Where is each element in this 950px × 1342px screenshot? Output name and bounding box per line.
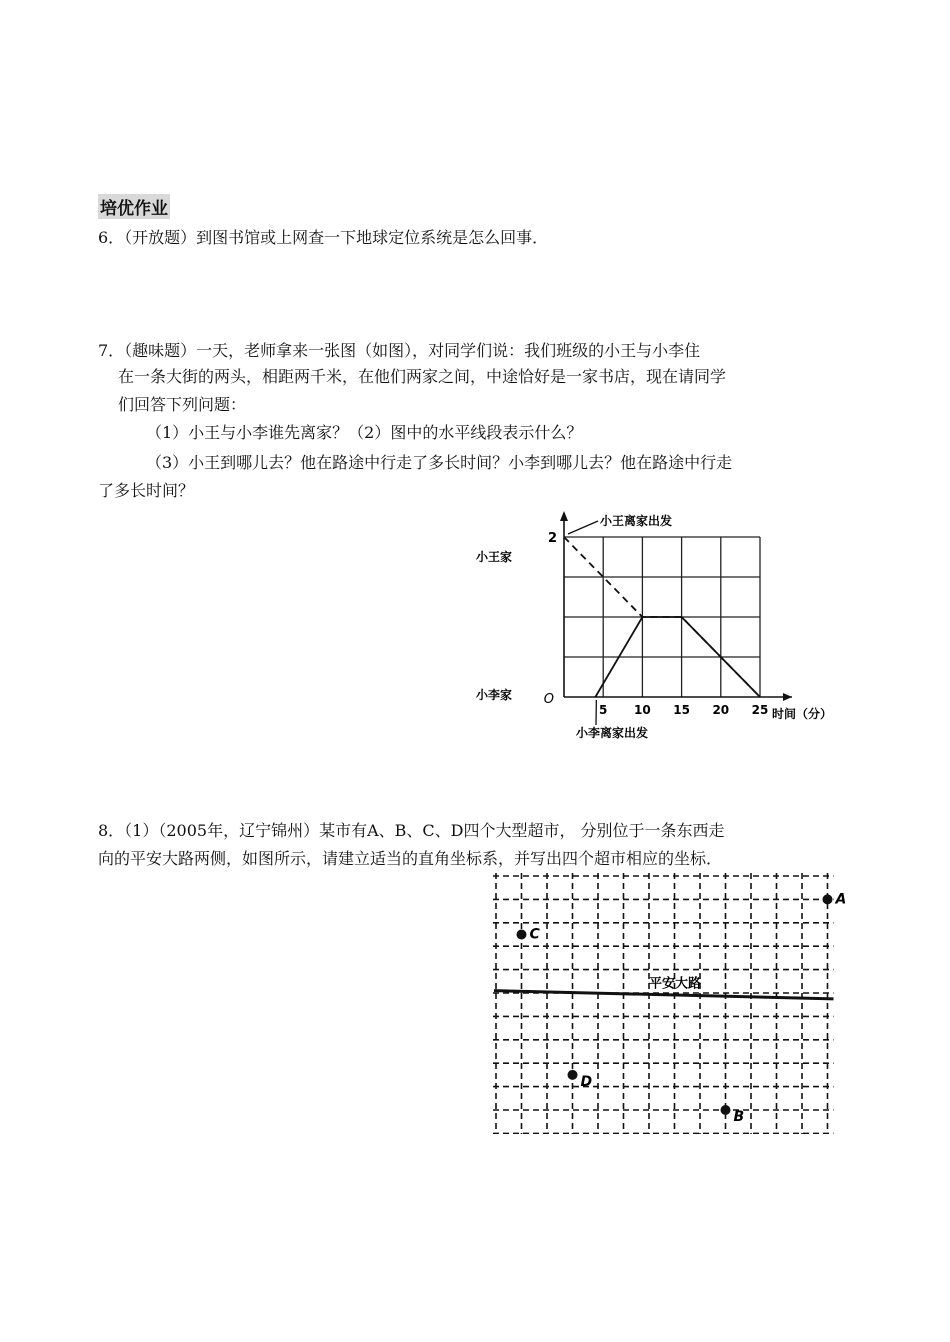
- y-axis-arrow: [560, 511, 568, 521]
- label-xiaowang-home: 小王家: [476, 550, 513, 564]
- section-title: 培优作业: [98, 194, 170, 219]
- question-7-line-3: 们回答下列问题：: [118, 395, 247, 414]
- label-xiaoli-home: 小李家: [476, 688, 513, 702]
- x-tick-label: 10: [634, 703, 651, 717]
- supermarket-map: [490, 872, 855, 1134]
- question-7-line-6: 了多长时间？: [98, 481, 195, 500]
- chart-labels: [476, 513, 832, 740]
- supermarket-a-marker: [823, 894, 833, 904]
- question-7-line-2: 在一条大街的两头，相距两千米，在他们两家之间，中途恰好是一家书店，现在请同学: [118, 367, 727, 386]
- question-8-line-2: 向的平安大路两侧，如图所示，请建立适当的直角坐标系，并写出四个超市相应的坐标．: [98, 849, 723, 868]
- supermarket-b-label: B: [733, 1109, 745, 1125]
- annotation-xiaowang-depart: 小王离家出发: [600, 514, 673, 528]
- question-7-line-5: （3）小王到哪儿去？他在路途中行走了多长时间？小李到哪儿去？他在路途中行走: [146, 453, 733, 472]
- supermarket-b-marker: [721, 1105, 731, 1115]
- question-7-line-4: （1）小王与小李谁先离家？（2）图中的水平线段表示什么？: [146, 423, 583, 442]
- supermarket-a-label: A: [835, 891, 847, 908]
- supermarket-c-label: C: [529, 926, 540, 943]
- x-axis-label: 时间（分）: [772, 707, 833, 721]
- supermarket-d-marker: [568, 1070, 578, 1080]
- x-tick-label: 25: [751, 703, 769, 717]
- map-points: [517, 891, 847, 1125]
- x-tick-label: 20: [712, 703, 730, 717]
- question-7-line-1: 7．（趣味题）一天，老师拿来一张图（如图），对同学们说：我们班级的小王与小李住: [98, 341, 701, 360]
- road-line: [494, 991, 834, 999]
- distance-time-chart: [470, 505, 890, 755]
- chart-axes: [560, 511, 792, 701]
- road-label: 平安大路: [649, 976, 702, 992]
- question-8-line-1: 8．（1）（2005年，辽宁锦州）某市有A、B、C、D四个大型超市， 分别位于一条东西走: [98, 821, 725, 840]
- question-6: 6．（开放题）到图书馆或上网查一下地球定位系统是怎么回事．: [98, 228, 549, 247]
- x-tick-label: 15: [673, 703, 690, 717]
- annotation-xiaowang-pointer: [568, 521, 598, 534]
- y-tick-label: 2: [548, 531, 558, 546]
- supermarket-c-marker: [517, 930, 527, 940]
- origin-label: O: [543, 692, 554, 707]
- road: [494, 976, 834, 999]
- x-axis-arrow: [783, 693, 792, 701]
- supermarket-d-label: D: [580, 1073, 593, 1090]
- x-tick-label: 5: [599, 703, 608, 717]
- annotation-xiaoli-depart: 小李离家出发: [576, 726, 649, 740]
- map-grid: [493, 873, 834, 1134]
